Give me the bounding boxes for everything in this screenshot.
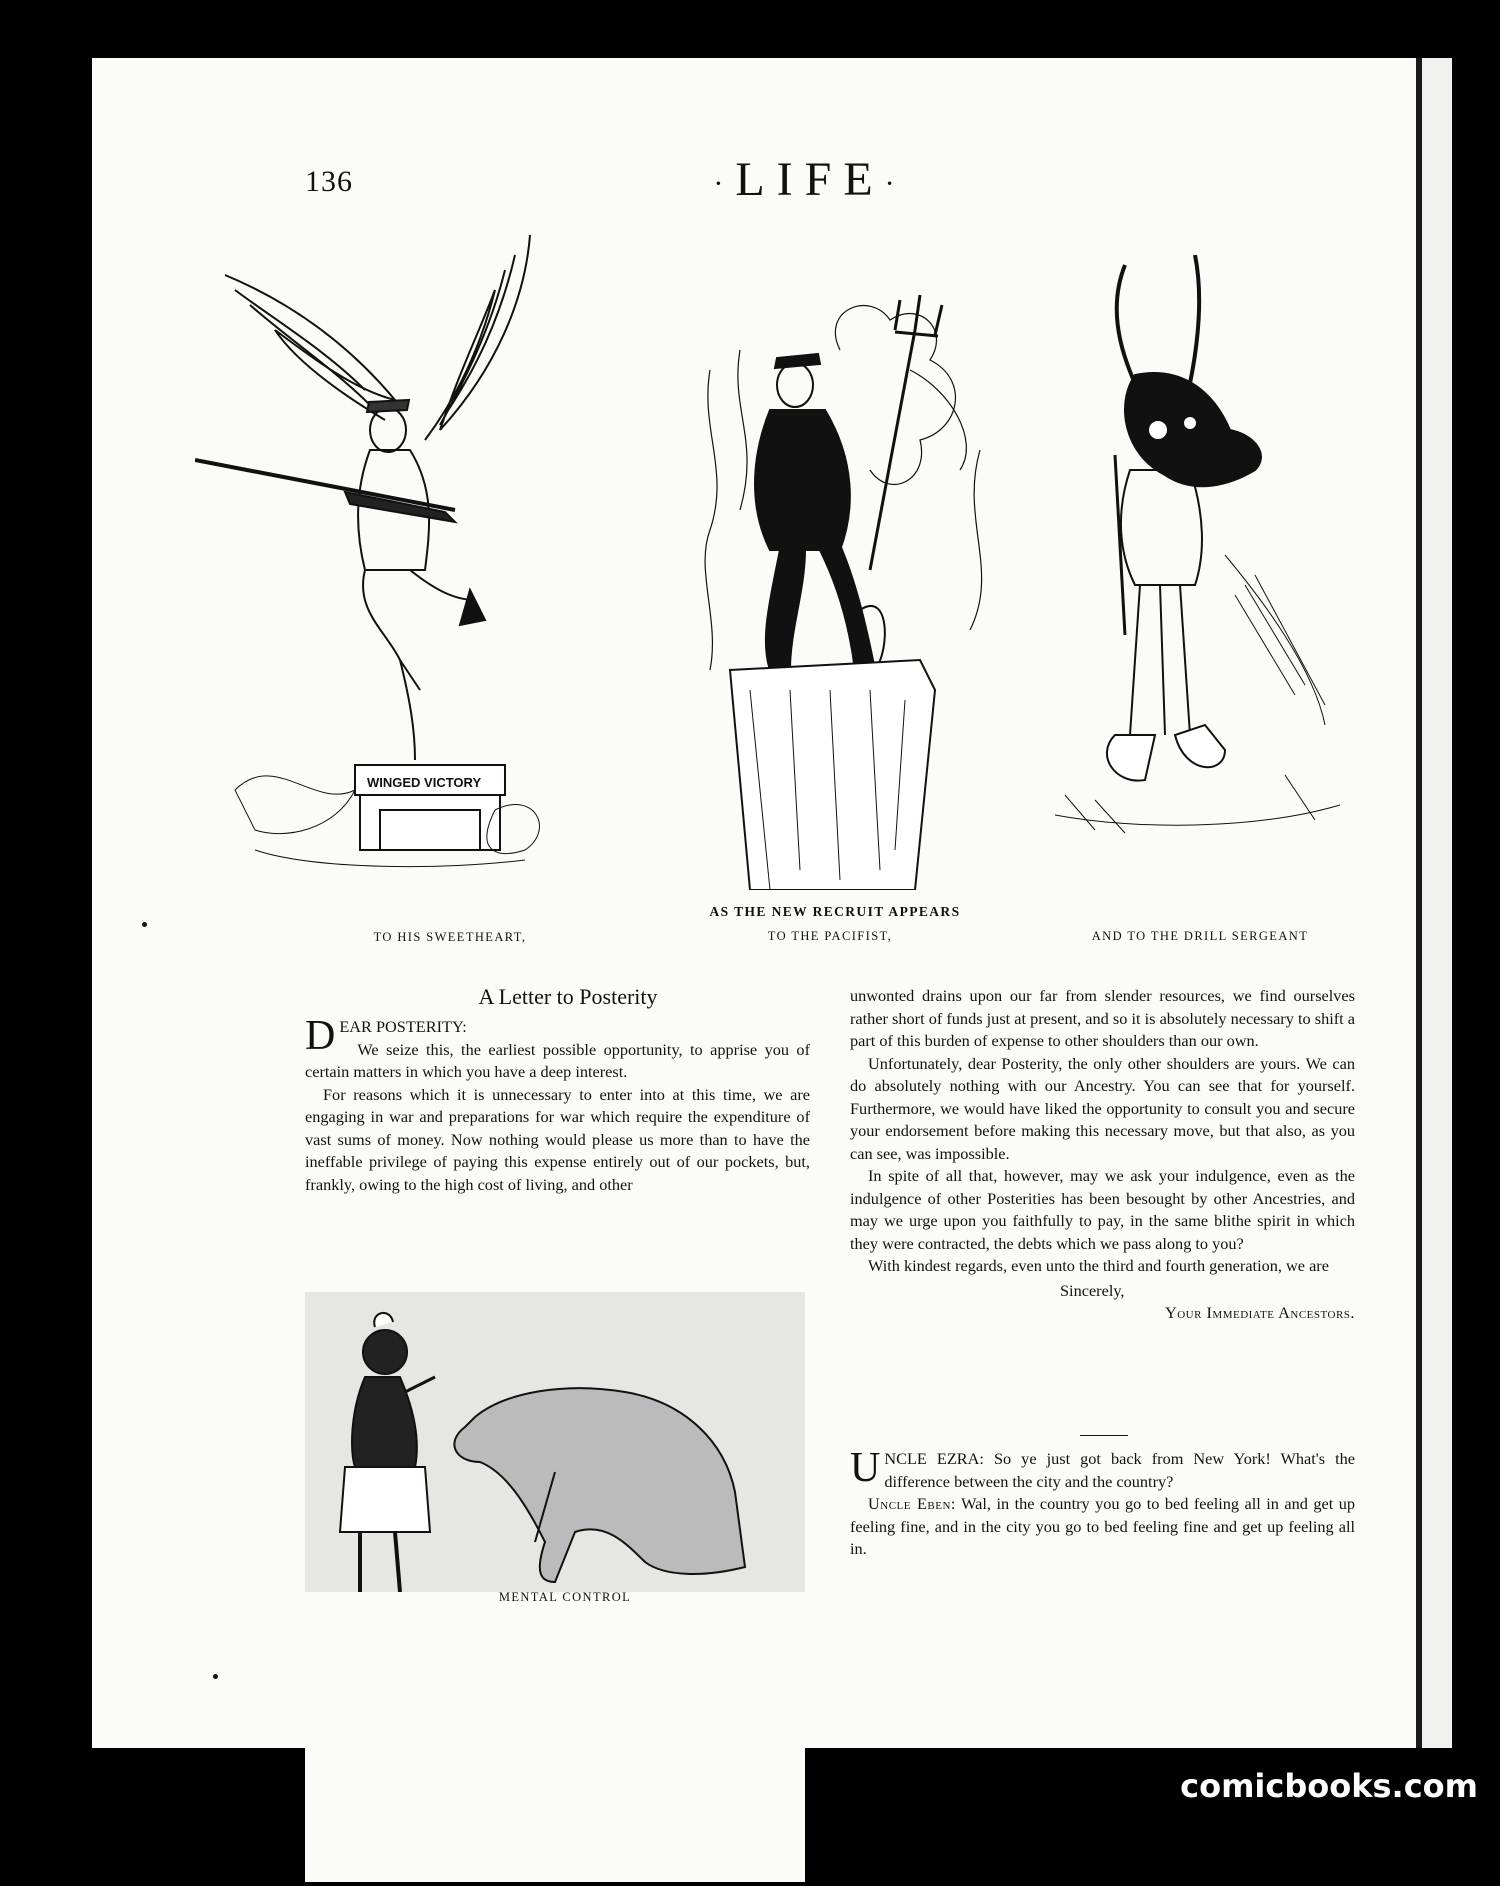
salutation [305,1013,810,1059]
donkey-recruit-drawing [1055,255,1350,845]
cartoon-banner: AS THE NEW RECRUIT APPEARS [709,904,961,919]
article-continuation: unwonted drains upon our far from slender resources, we find ourselves rather short of funds just at present, and so it is absolutely necessary to shift a part of this burden of expense to other shoulders than our own. [850,986,1355,1050]
masthead-dot-left: · [713,166,736,200]
article-title: A Letter to Posterity [478,984,658,1009]
masthead-title: LIFE [735,153,885,206]
joke-text-eben: Wal, in the country you go to bed feeling all in and get up feeling fine, and in the city you go to bed feeling fine and get up feeling all in. [850,1494,1355,1558]
dropcap-u: U [850,1445,881,1491]
joke-line-eben [850,1493,1355,1561]
masthead-dot-right: · [884,166,907,200]
article-right-column [850,985,1355,1325]
salutation-text: EAR POSTERITY: [339,1017,467,1036]
joke-block [850,1445,1356,1561]
section-divider [1080,1435,1128,1436]
page-speck [213,1674,218,1679]
closing: Sincerely, [1060,1280,1125,1300]
article-paragraph: We seize this, the earliest possible opportunity, to apprise you of certain matters in which you have a deep interest. [305,1039,810,1081]
article-paragraph: Unfortunately, dear Posterity, the only other shoulders are yours. We can do absolutely nothing with our Ancestry. You can see that for yourself. Furthermore, we would have liked the opportunity to consult you and secure your endorsement before making this necessary move, but that also, as you can see, was impossible. [850,1053,1355,1163]
page-number: 136 [305,165,353,198]
devil-recruit-drawing [690,290,1050,890]
mental-control-drawing [305,1292,805,1882]
speaker-eben: Uncle Eben: [868,1494,956,1513]
joke-text-ezra: So ye just got back from New York! What's the difference between the city and the country? [884,1449,1356,1491]
speaker-ezra: NCLE EZRA: [884,1449,984,1468]
article-paragraph: For reasons which it is unnecessary to enter into at this time, we are engaging in war and preparations for war which require the expenditure of vast sums of money. Now nothing would please us more than to have the ineffable privilege of paying this expense entirely out of our pockets, but, frankly, owing to the high cost of living, and other [305,1084,810,1194]
caption-mental-control: MENTAL CONTROL [498,1590,632,1604]
winged-victory-drawing [195,230,575,870]
article-paragraph: In spite of all that, however, may we ask your indulgence, even as the indulgence of other Posterities has been besought by other Ancestries, and may we urge upon you faithfully to pay, in the same blithe spirit in which they were contracted, the debts which we pass along to you? [850,1166,1355,1253]
winged-victory-illustration [195,230,575,870]
masthead [690,152,930,207]
devil-recruit-illustration [690,290,1050,890]
caption-pacifist: TO THE PACIFIST, [767,929,893,943]
signature: Your Immediate Ancestors. [1164,1303,1355,1322]
mental-control-illustration [305,1292,805,1882]
caption-sweetheart: TO HIS SWEETHEART, [373,930,527,944]
article-left-column [305,1013,810,1196]
caption-drill-sergeant: AND TO THE DRILL SERGEANT [1091,929,1309,943]
adjacent-page-edge [1422,58,1452,1748]
dropcap-d: D [305,1013,336,1059]
watermark: comicbooks.com [1180,1767,1478,1805]
donkey-recruit-illustration [1055,255,1350,845]
page-speck [142,922,147,927]
article-paragraph: With kindest regards, even unto the third and fourth generation, we are [868,1256,1329,1275]
joke-line-ezra [850,1445,1356,1493]
pedestal-label: WINGED VICTORY [367,775,482,790]
